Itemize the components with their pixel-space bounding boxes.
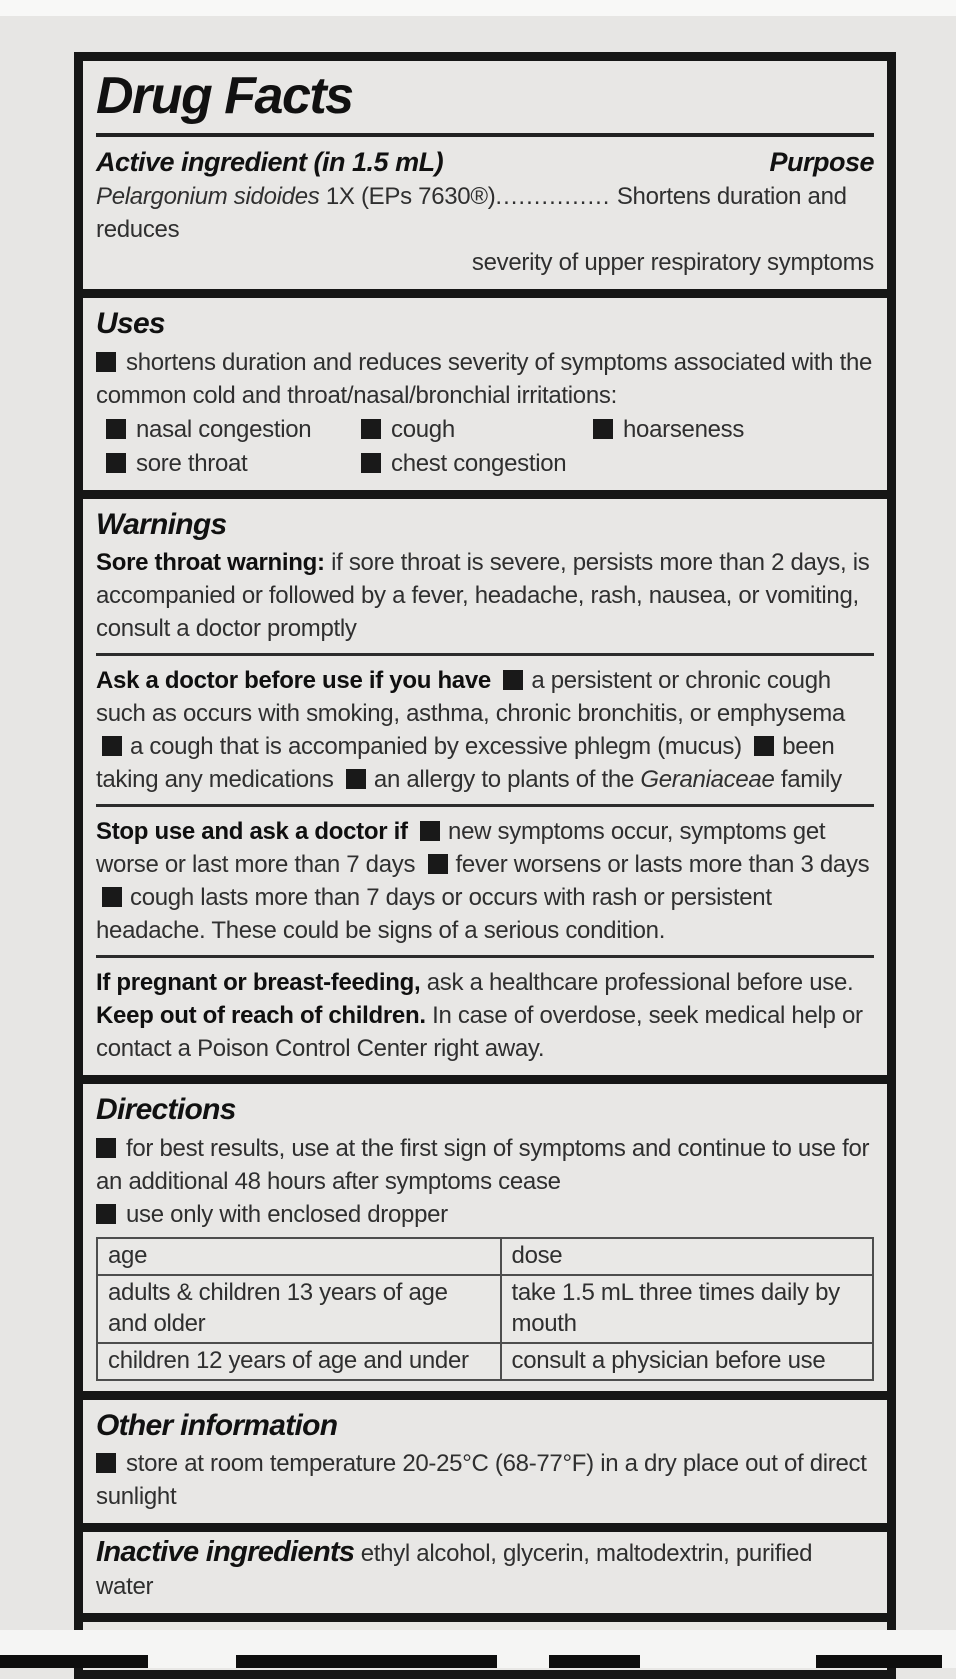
dot-leader: ...............: [495, 183, 611, 211]
bullet-square-icon: [754, 736, 774, 756]
other-information-heading: Other information: [96, 1408, 338, 1442]
other-information-bullet: store at room temperature 20-25°C (68-77°F) in a dry place out of direct sunlight: [96, 1450, 867, 1511]
warning-divider: [96, 955, 874, 958]
uses-heading: Uses: [96, 307, 165, 341]
directions-bullet: for best results, use at the first sign of symptoms and continue to use for an additional 48 hours after symptoms cease: [96, 1134, 870, 1195]
dose-cell: take 1.5 mL three times daily by mouth: [501, 1275, 873, 1343]
die-cut-notch: [148, 1655, 236, 1668]
bullet-square-icon: [96, 1204, 116, 1224]
warning-sore-throat: Sore throat warning: if sore throat is severe, persists more than 2 days, is accompanied or followed by a fever, headache, rash, nausea, or vomiting, consult a doctor promptly: [96, 549, 870, 643]
section-uses: [83, 289, 887, 490]
die-cut-notch: [942, 1655, 956, 1668]
bullet-square-icon: [593, 419, 613, 439]
section-inactive-ingredients: [83, 1523, 887, 1613]
ingredient-name: Pelargonium sidoides: [96, 183, 320, 211]
section-directions: [83, 1075, 887, 1391]
active-ingredient-line: [96, 180, 874, 279]
section-active-ingredient: [83, 61, 887, 289]
age-column-header: age: [97, 1238, 501, 1275]
warning-pregnancy: If pregnant or breast-feeding, ask a healthcare professional before use.: [96, 969, 854, 997]
warnings-heading: Warnings: [96, 507, 227, 541]
bullet-square-icon: [96, 1138, 116, 1158]
bullet-square-icon: [96, 1453, 116, 1473]
purpose-text-line2: severity of upper respiratory symptoms: [471, 249, 874, 277]
inactive-ingredients-line: Inactive ingredients ethyl alcohol, glycerin, maltodextrin, purified water: [96, 1536, 813, 1601]
package-bottom-edge: [0, 1630, 956, 1655]
drug-facts-panel: [74, 52, 896, 1679]
warning-ask-doctor: Ask a doctor before use if you have a persistent or chronic cough such as occurs with smoking, asthma, chronic bronchitis, or emphysema a cough that is accompanied by excessive phlegm (mucus) been taking any medications an allergy to plants of the Geraniaceae family: [96, 667, 845, 794]
symptom-item: cough: [361, 413, 593, 446]
warning-stop-use: Stop use and ask a doctor if new symptoms occur, symptoms get worse or last more than 7 days fever worsens or lasts more than 3 days cough lasts more than 7 days or occurs with rash or persistent headache. These could be signs of a serious condition.: [96, 818, 870, 945]
directions-heading: Directions: [96, 1093, 236, 1127]
table-row: [97, 1275, 873, 1343]
symptom-grid: [96, 413, 874, 480]
drug-facts-title: Drug Facts: [96, 67, 353, 125]
title-rule: [96, 133, 874, 137]
age-cell: children 12 years of age and under: [97, 1343, 501, 1380]
section-warnings: [83, 490, 887, 1076]
dose-table: [96, 1237, 874, 1381]
dose-column-header: dose: [501, 1238, 873, 1275]
bullet-square-icon: [346, 769, 366, 789]
warning-children: Keep out of reach of children. In case of overdose, seek medical help or contact a Poison Control Center right away.: [96, 1002, 863, 1063]
purpose-heading: Purpose: [769, 147, 874, 178]
die-cut-notch: [640, 1655, 816, 1668]
bullet-square-icon: [428, 854, 448, 874]
active-ingredient-heading: Active ingredient (in 1.5 mL): [96, 147, 444, 178]
age-cell: adults & children 13 years of age and older: [97, 1275, 501, 1343]
purpose-text-line1: Shortens duration and reduces: [96, 183, 847, 244]
ingredient-strength: 1X (EPs 7630®): [325, 183, 496, 211]
symptom-item: hoarseness: [593, 413, 874, 446]
bullet-square-icon: [361, 419, 381, 439]
inactive-ingredients-heading: Inactive ingredients: [96, 1536, 355, 1569]
die-cut-notch: [497, 1655, 549, 1668]
bullet-square-icon: [106, 453, 126, 473]
uses-intro: shortens duration and reduces severity of symptoms associated with the common cold and throat/nasal/bronchial irritations:: [96, 348, 873, 409]
warning-divider: [96, 804, 874, 807]
dose-cell: consult a physician before use: [501, 1343, 873, 1380]
directions-bullet: use only with enclosed dropper: [96, 1198, 874, 1231]
bullet-square-icon: [503, 670, 523, 690]
package-top-edge: [0, 0, 956, 16]
section-other-information: [83, 1391, 887, 1524]
bullet-square-icon: [96, 352, 116, 372]
table-row: [97, 1343, 873, 1380]
bullet-square-icon: [420, 821, 440, 841]
bullet-square-icon: [106, 419, 126, 439]
bullet-square-icon: [102, 887, 122, 907]
bullet-square-icon: [102, 736, 122, 756]
symptom-item: nasal congestion: [106, 413, 361, 446]
symptom-item: chest congestion: [361, 447, 593, 480]
symptom-item: sore throat: [106, 447, 361, 480]
dose-table-header-row: [97, 1238, 873, 1275]
warning-divider: [96, 653, 874, 656]
bullet-square-icon: [361, 453, 381, 473]
